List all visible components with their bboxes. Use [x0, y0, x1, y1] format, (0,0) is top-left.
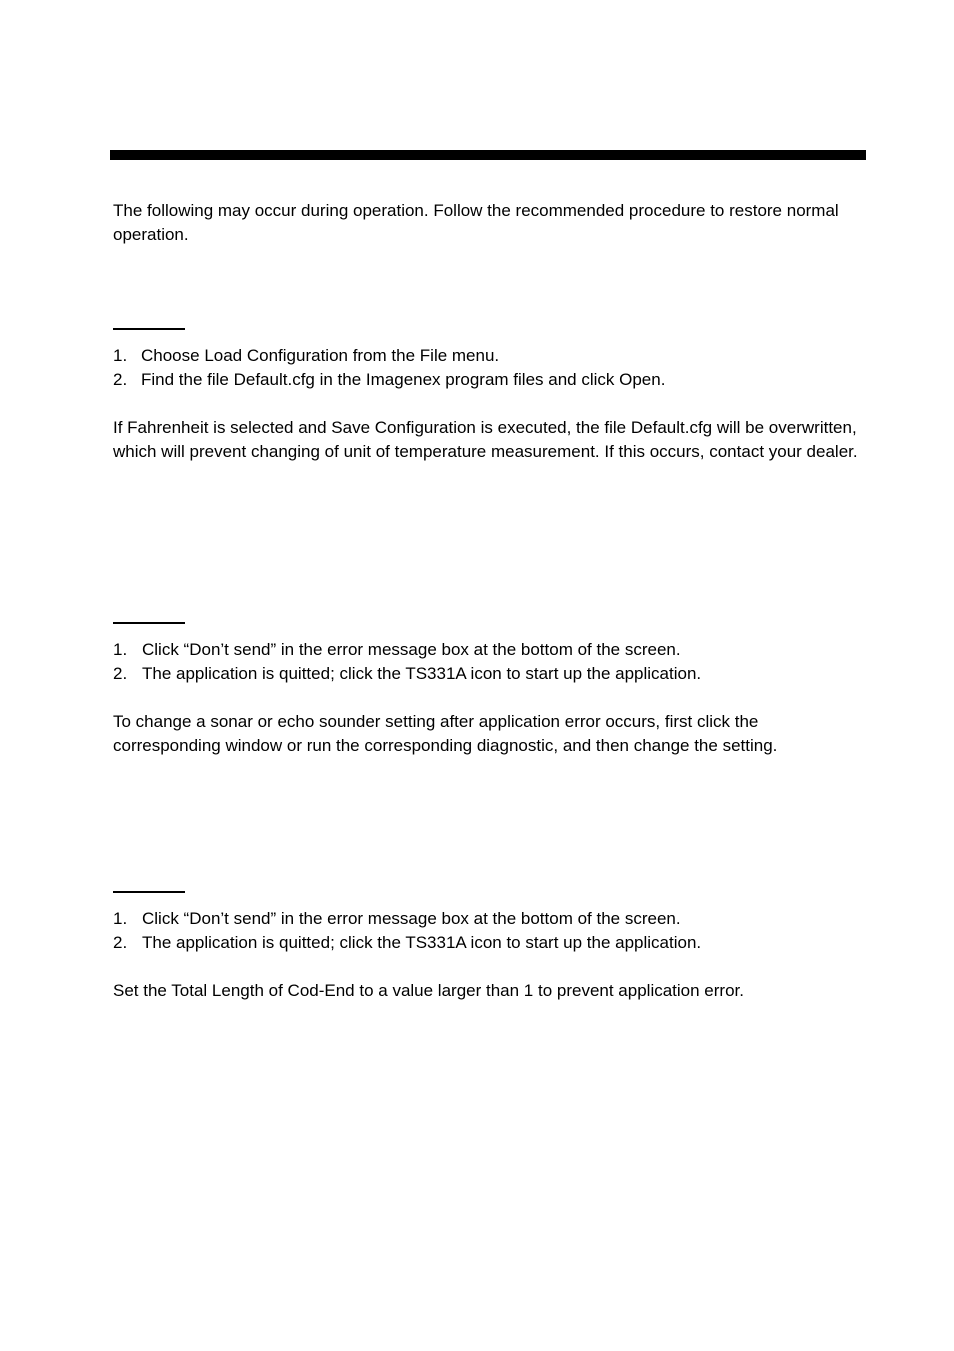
- title-rule: [110, 150, 866, 160]
- step-text: The application is quitted; click the TS331A icon to start up the application.: [142, 664, 702, 683]
- section-1-heading-rule: [113, 328, 185, 330]
- step-text: Click “Don’t send” in the error message box at the bottom of the screen.: [142, 640, 681, 659]
- step-text: The application is quitted; click the TS331A icon to start up the application.: [142, 933, 702, 952]
- list-item: [113, 931, 863, 955]
- step-number: 2.: [113, 370, 128, 389]
- section-3-heading-rule: [113, 891, 185, 893]
- list-item: [113, 368, 863, 392]
- step-text: Click “Don’t send” in the error message box at the bottom of the screen.: [142, 909, 681, 928]
- section-3-note: Set the Total Length of Cod-End to a value larger than 1 to prevent application error.: [113, 981, 744, 1000]
- section-1-note: If Fahrenheit is selected and Save Configuration is executed, the file Default.cfg will be overwritten, which will prevent changing of unit of temperature measurement. If this occurs, contact your dealer.: [113, 418, 858, 461]
- section-2-steps: [113, 638, 863, 686]
- list-item: [113, 907, 863, 931]
- list-item: [113, 638, 863, 662]
- list-item: [113, 662, 863, 686]
- section-2-note: To change a sonar or echo sounder setting after application error occurs, first click the corresponding window or run the corresponding diagnostic, and then change the setting.: [113, 712, 778, 755]
- list-item: [113, 344, 863, 368]
- step-text: Choose Load Configuration from the File menu.: [141, 346, 500, 365]
- section-1-steps: [113, 344, 863, 392]
- section-3-steps: [113, 907, 863, 955]
- intro-paragraph: The following may occur during operation. Follow the recommended procedure to restore normal operation.: [113, 201, 839, 244]
- step-number: 2.: [113, 664, 128, 683]
- step-number: 2.: [113, 933, 128, 952]
- step-number: 1.: [113, 909, 128, 928]
- step-text: Find the file Default.cfg in the Imagenex program files and click Open.: [141, 370, 666, 389]
- section-2-heading-rule: [113, 622, 185, 624]
- step-number: 1.: [113, 346, 128, 365]
- step-number: 1.: [113, 640, 128, 659]
